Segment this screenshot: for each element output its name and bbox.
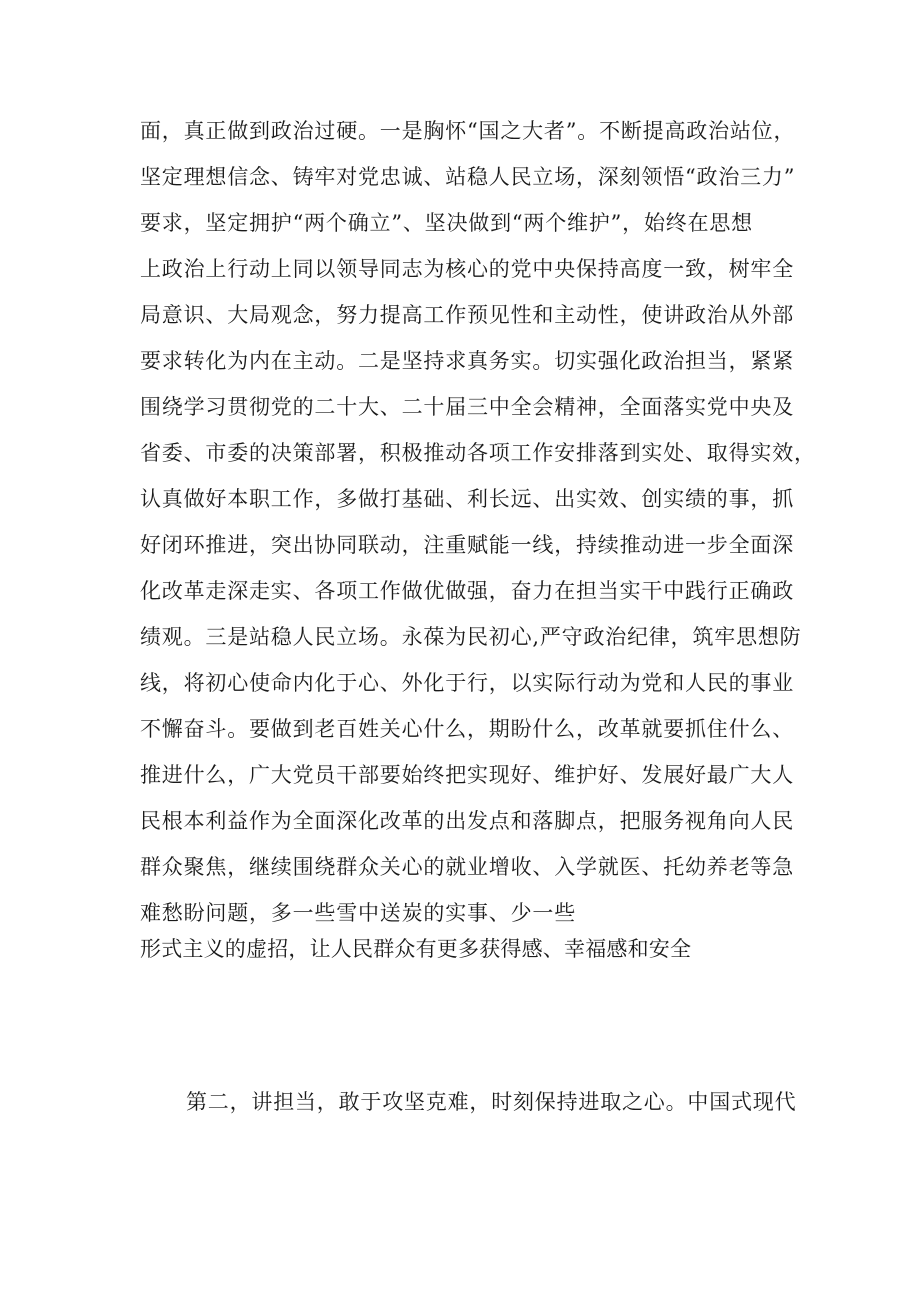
paragraph-2-line-1: 第二，讲担当，敢于攻坚克难，时刻保持进取之心。中国式现代 — [186, 1090, 797, 1114]
paragraph-1-line-16: 民根本利益作为全面深化改革的出发点和落脚点，把服务视角向人民 — [140, 809, 794, 833]
paragraph-1-line-3: 要求，坚定拥护“两个确立”、坚决做到“两个维护”，始终在思想 — [140, 211, 753, 235]
paragraph-1-line-7: 围绕学习贯彻党的二十大、二十届三中全会精神，全面落实党中央及 — [140, 395, 794, 419]
paragraph-1-line-6: 要求转化为内在主动。二是坚持求真务实。切实强化政治担当，紧紧 — [140, 349, 794, 373]
paragraph-1-line-12: 绩观。三是站稳人民立场。永葆为民初心,严守政治纪律，筑牢思想防 — [140, 625, 802, 649]
paragraph-1-line-17: 群众聚焦，继续围绕群众关心的就业增收、入学就医、托幼养老等急 — [140, 855, 794, 879]
paragraph-1-line-4: 上政治上行动上同以领导同志为核心的党中央保持高度一致，树牢全 — [140, 257, 794, 281]
paragraph-1-line-9: 认真做好本职工作，多做打基础、利长远、出实效、创实绩的事，抓 — [140, 487, 794, 511]
paragraph-1-line-15: 推进什么，广大党员干部要始终把实现好、维护好、发展好最广大人 — [140, 763, 794, 787]
paragraph-1-line-19: 形式主义的虚招，让人民群众有更多获得感、幸福感和安全 — [140, 937, 692, 961]
paragraph-1-line-5: 局意识、大局观念，努力提高工作预见性和主动性，使讲政治从外部 — [140, 303, 794, 327]
paragraph-1-line-2: 坚定理想信念、铸牢对党忠诚、站稳人民立场，深刻领悟“政治三力” — [140, 165, 796, 189]
paragraph-1-line-18: 难愁盼问题，多一些雪中送炭的实事、少一些 — [140, 901, 576, 925]
paragraph-1-line-11: 化改革走深走实、各项工作做优做强，奋力在担当实干中践行正确政 — [140, 579, 794, 603]
paragraph-1-line-14: 不懈奋斗。要做到老百姓关心什么，期盼什么，改革就要抓住什么、 — [140, 717, 794, 741]
paragraph-1-line-8: 省委、市委的决策部署，积极推动各项工作安排落到实处、取得实效， — [140, 441, 816, 465]
paragraph-1-line-10: 好闭环推进，突出协同联动，注重赋能一线，持续推动进一步全面深 — [140, 533, 794, 557]
paragraph-1-line-13: 线，将初心使命内化于心、外化于行，以实际行动为党和人民的事业 — [140, 671, 794, 695]
paragraph-1-line-1: 面，真正做到政治过硬。一是胸怀“国之大者”。不断提高政治站位， — [140, 119, 796, 143]
